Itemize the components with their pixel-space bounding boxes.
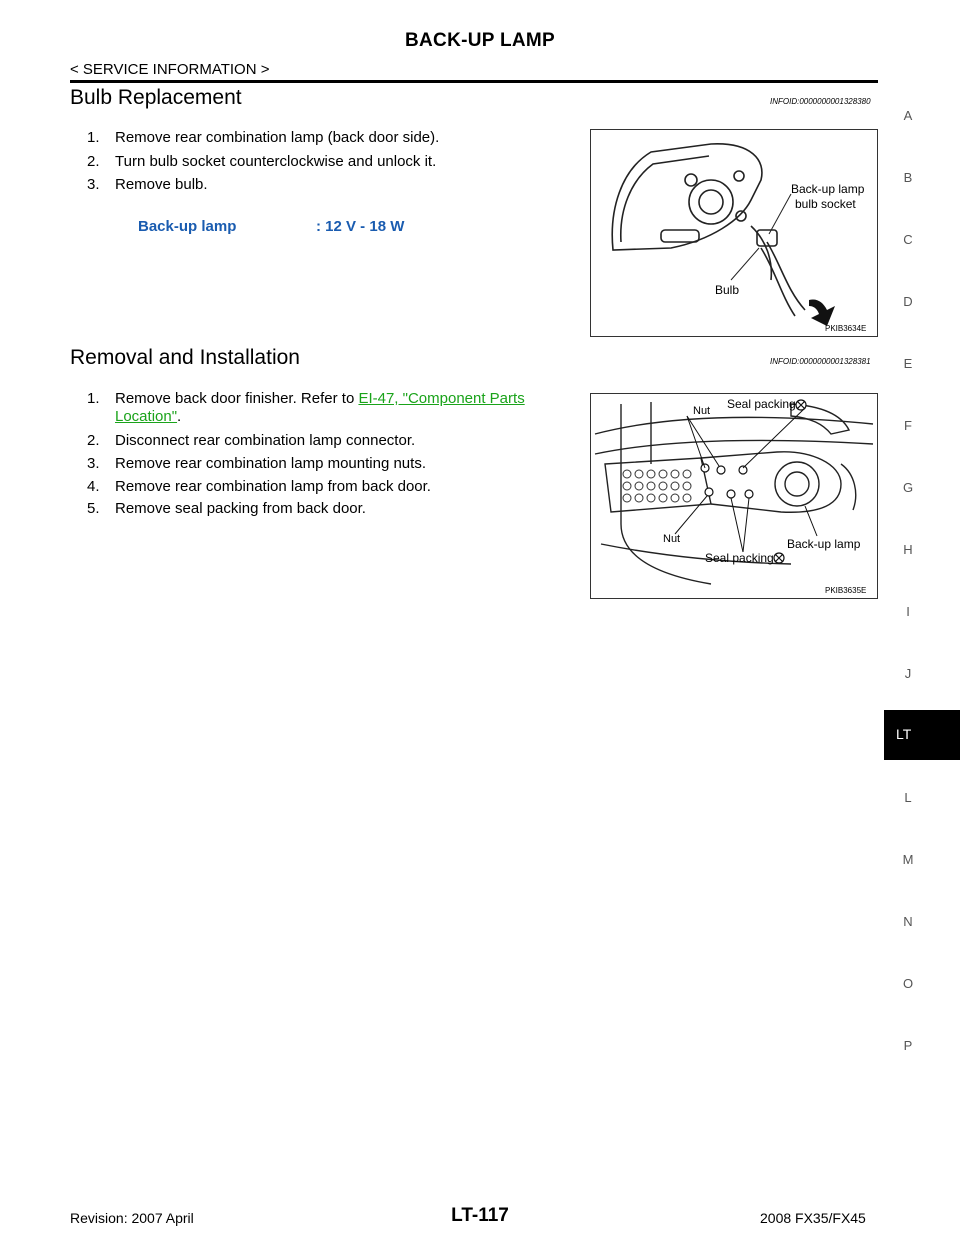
back-door-lamp-illustration <box>591 394 877 598</box>
figure-back-door-lamp <box>590 393 878 599</box>
header-divider <box>70 80 878 83</box>
step-number: 3. <box>87 176 100 193</box>
step-text: Remove back door finisher. Refer to <box>115 390 359 407</box>
step-text: Remove rear combination lamp mounting nuts. <box>115 455 426 472</box>
footer-model: 2008 FX35/FX45 <box>760 1210 866 1226</box>
figure-code: PKIB3635E <box>825 586 867 595</box>
step-text: Remove rear combination lamp (back door side). <box>115 129 440 146</box>
section-index-letter[interactable]: C <box>903 232 913 247</box>
step-item <box>87 500 366 517</box>
step-number: 1. <box>87 390 100 407</box>
step-text: Turn bulb socket counterclockwise and unlock it. <box>115 153 437 170</box>
section-index-letter[interactable]: N <box>903 914 913 929</box>
section-index-letter[interactable]: L <box>904 790 912 805</box>
section-index-letter[interactable]: A <box>903 108 913 123</box>
footer-revision: Revision: 2007 April <box>70 1210 194 1226</box>
section-index-letter[interactable]: E <box>903 356 913 371</box>
breadcrumb: < SERVICE INFORMATION > <box>70 61 270 78</box>
step-number: 4. <box>87 478 100 495</box>
section-index-letter[interactable]: J <box>904 666 912 681</box>
step-item <box>87 176 208 193</box>
section-index-letter[interactable]: P <box>903 1038 913 1053</box>
step-number: 5. <box>87 500 100 517</box>
spec-label: Back-up lamp <box>138 218 237 235</box>
section-heading-bulb-replacement: Bulb Replacement <box>70 86 242 109</box>
step-number: 1. <box>87 129 100 146</box>
step-number: 2. <box>87 153 100 170</box>
spec-value: : 12 V - 18 W <box>316 218 405 235</box>
reference-link-ei-47-continued[interactable]: Location" <box>115 408 178 425</box>
section-index-letter[interactable]: O <box>902 976 914 991</box>
page-title: BACK-UP LAMP <box>405 30 555 51</box>
section-heading-removal-installation: Removal and Installation <box>70 346 300 369</box>
section-index-active-label: LT <box>896 726 912 742</box>
step-number: 2. <box>87 432 100 449</box>
fig-label-nut-bottom: Nut <box>663 533 681 545</box>
section-index-letter[interactable]: G <box>902 480 914 495</box>
step-item <box>87 455 426 472</box>
infoid-removal-installation: INFOID:0000000001328381 <box>770 357 871 366</box>
section-index-letter[interactable]: D <box>903 294 913 309</box>
step-text: Remove rear combination lamp from back door. <box>115 478 431 495</box>
fig-label-bulb: Bulb <box>715 283 740 297</box>
step-text: . <box>177 408 182 425</box>
section-index-letter[interactable]: I <box>906 604 910 619</box>
fig-label-nut-top: Nut <box>693 405 711 417</box>
section-index-letter[interactable]: M <box>902 852 914 867</box>
section-index-letter[interactable]: F <box>904 418 912 433</box>
fig-label-seal-top: Seal packing <box>727 397 796 411</box>
step-item <box>87 129 439 146</box>
fig-label-seal-bottom: Seal packing <box>705 551 774 565</box>
fig-label-socket-line1: Back-up lamp <box>791 182 865 196</box>
fig-label-socket-line2: bulb socket <box>795 197 856 211</box>
section-index-letter[interactable]: H <box>903 542 913 557</box>
bulb-socket-illustration <box>591 130 877 336</box>
footer-page-number: LT-117 <box>451 1205 509 1226</box>
step-item <box>87 153 436 170</box>
reference-link-ei-47[interactable]: EI-47, "Component Parts <box>358 390 525 407</box>
figure-bulb-socket <box>590 129 878 337</box>
step-item-continuation <box>115 408 181 425</box>
step-text: Remove bulb. <box>115 176 208 193</box>
step-text: Remove seal packing from back door. <box>115 500 366 517</box>
arrow-icon <box>809 299 835 326</box>
figure-code: PKIB3634E <box>825 324 867 333</box>
step-item <box>87 390 580 407</box>
step-text: Disconnect rear combination lamp connector. <box>115 432 416 449</box>
fig-label-back-up-lamp: Back-up lamp <box>787 537 861 551</box>
section-index-letter[interactable]: B <box>903 170 913 185</box>
step-number: 3. <box>87 455 100 472</box>
infoid-bulb-replacement: INFOID:0000000001328380 <box>770 97 871 106</box>
step-item <box>87 478 431 495</box>
step-item <box>87 432 415 449</box>
